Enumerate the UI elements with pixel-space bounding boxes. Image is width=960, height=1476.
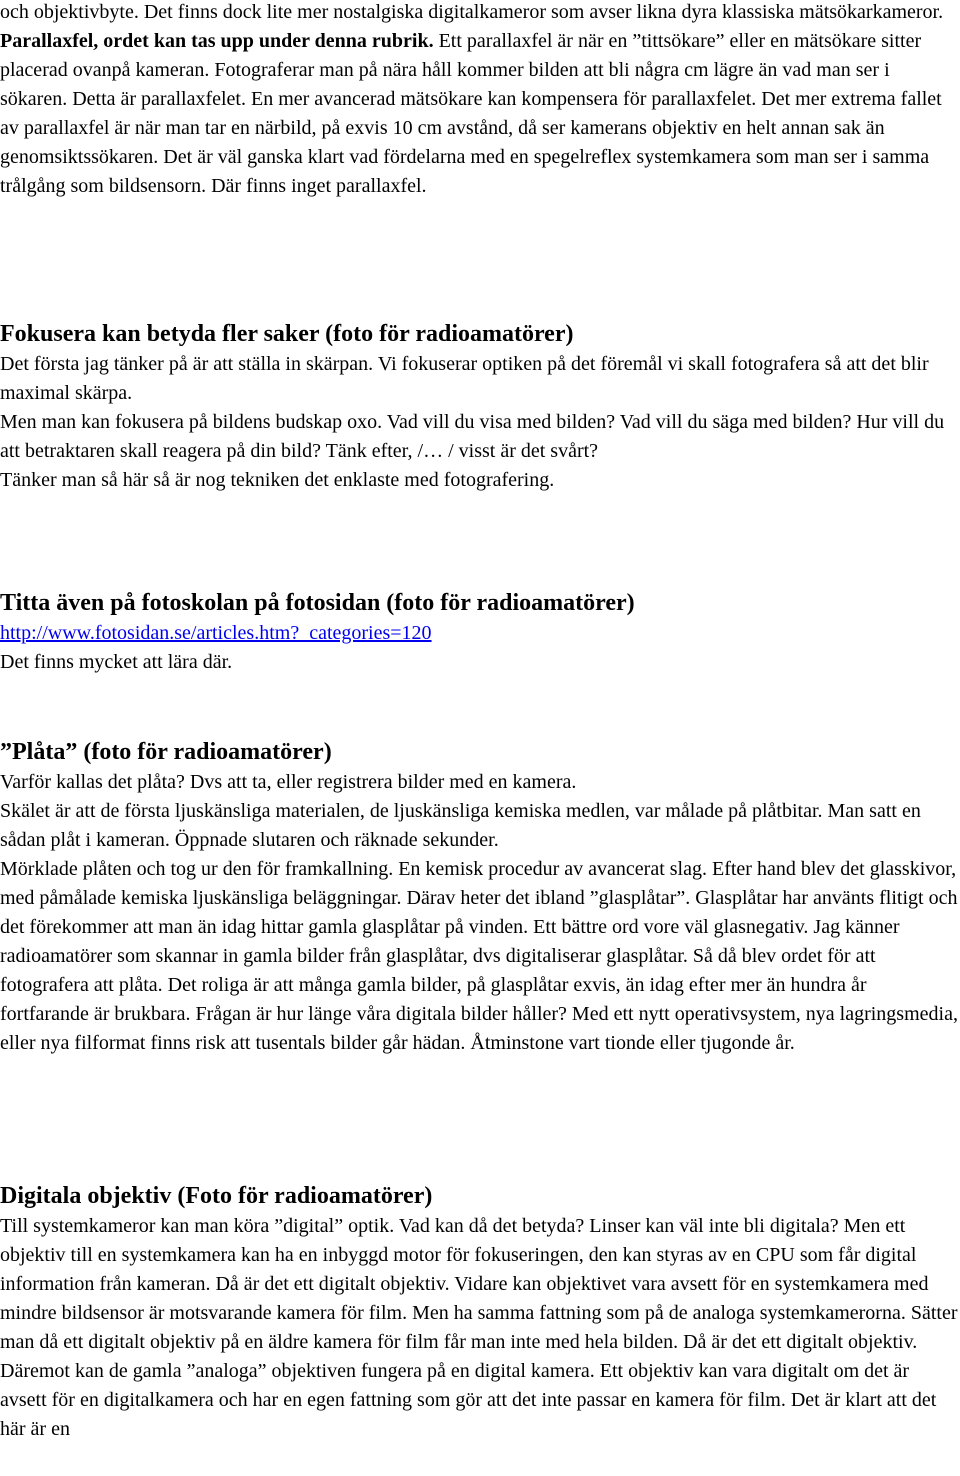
plata-paragraph-3: Mörklade plåten och tog ur den för framkallning. En kemisk procedur av avancerat slag. Efter hand blev det glasskivor, med påmålade kemiska ljuskänsliga beläggningar. Därav heter det ibland ”glasplåtar”. Glasplåtar har använts flitigt och det förekommer att man än idag hittar gamla glasplåtar på vinden. Ett bättre ord vore väl glasnegativ. Jag känner radioamatörer som skannar in gamla bilder från glasplåtar, dvs digitaliserar glasplåtar. Så då blev ordet för att fotografera att plåta. Det roliga är att många gamla bilder, på glasplåtar exvis, än idag efter mer än hundra år fortfarande är brukbara. Frågan är hur länge våra digitala bilder håller? Med ett nytt operativsystem, nya lagringsmedia, eller nya filformat finns risk att tusentals bilder går hädan. Åtminstone vart tionde eller tjugonde år. <box>0 858 958 1054</box>
plata-paragraph-1: Varför kallas det plåta? Dvs att ta, eller registrera bilder med en kamera. <box>0 771 577 793</box>
fokus-paragraph-3: Tänker man så här så är nog tekniken det enklaste med fotografering. <box>0 469 555 491</box>
plata-paragraph-2: Skälet är att de första ljuskänsliga materialen, de ljuskänsliga kemiska medlen, var målade på plåtbitar. Man satt en sådan plåt i kameran. Öppnade slutaren och räknade sekunder. <box>0 800 921 851</box>
fokus-heading-subtitle: (foto för radioamatörer) <box>319 321 574 347</box>
digitala-heading-subtitle: (Foto för radioamatörer) <box>171 1183 433 1209</box>
digitala-section <box>0 1180 958 1444</box>
fokus-heading <box>0 318 958 350</box>
fokus-paragraph-1: Det första jag tänker på är att ställa in skärpan. Vi fokuserar optiken på det föremål vi skall fotografera så att det blir maximal skärpa. <box>0 353 929 404</box>
fokus-section <box>0 318 958 495</box>
plata-section <box>0 736 958 1058</box>
intro-section <box>0 0 958 201</box>
digitala-heading-title: Digitala objektiv <box>0 1183 172 1209</box>
fotosidan-link[interactable]: http://www.fotosidan.se/articles.htm?_categories=120 <box>0 622 432 644</box>
fotoskola-paragraph: Det finns mycket att lära där. <box>0 651 233 673</box>
fotoskola-heading-subtitle: (foto för radioamatörer) <box>380 590 635 616</box>
fotoskola-heading-title: Titta även på fotoskolan på fotosidan <box>0 590 381 616</box>
fotoskola-heading <box>0 587 958 619</box>
plata-heading-title: ”Plåta” <box>0 739 78 765</box>
plata-heading <box>0 736 958 768</box>
fokus-heading-title: Fokusera kan betyda fler saker <box>0 321 320 347</box>
plata-heading-subtitle: (foto för radioamatörer) <box>77 739 332 765</box>
intro-paragraph: och objektivbyte. Det finns dock lite mer nostalgiska digitalkameror som avser likna dyra klassiska mätsökarkameror. <box>0 1 944 23</box>
digitala-paragraph: Till systemkameror kan man köra ”digital” optik. Vad kan då det betyda? Linser kan väl inte bli digitala? Men ett objektiv till en systemkamera kan ha en inbyggd motor för fokuseringen, den kan styras av en CPU som får digital information från kameran. Då är det ett digitalt objektiv. Vidare kan objektivet vara avsett för en systemkamera med mindre bildsensor är motsvarande kamera för film. Men ha samma fattning som på de analoga systemkamerorna. Sätter man då ett digitalt objektiv på en äldre kamera för film får man inte med hela bilden. Då är det ett digitalt objektiv. Däremot kan de gamla ”analoga” objektiven fungera på en digital kamera. Ett objektiv kan vara digitalt om det är avsett för en digitalkamera och har en egen fattning som gör att det inte passar en kamera för film. Det är klart att det här är en <box>0 1215 958 1440</box>
fokus-paragraph-2: Men man kan fokusera på bildens budskap oxo. Vad vill du visa med bilden? Vad vill du säga med bilden? Hur vill du att betraktaren skall reagera på din bild? Tänk efter, /… / visst är det svårt? <box>0 411 945 462</box>
fotoskola-link-line <box>0 619 958 648</box>
digitala-heading <box>0 1180 958 1212</box>
parallax-paragraph <box>0 27 958 201</box>
parallax-text: Ett parallaxfel är när en ”tittsökare” eller en mätsökare sitter placerad ovanpå kameran. Fotograferar man på nära håll kommer bilden att bli några cm lägre än vad man ser i sökaren. Detta är parallaxfelet. En mer avancerad mätsökare kan kompensera för parallaxfelet. Det mer extrema fallet av parallaxfel är när man tar en närbild, på exvis 10 cm avstånd, då ser kamerans objektiv en helt annan sak än genomsiktssökaren. Det är väl ganska klart vad fördelarna med en spegelreflex systemkamera som man ser i samma trålgång som bildsensorn. Där finns inget parallaxfel. <box>0 30 942 197</box>
fotoskola-section <box>0 587 958 677</box>
parallax-lead: Parallaxfel, ordet kan tas upp under denna rubrik. <box>0 30 434 52</box>
